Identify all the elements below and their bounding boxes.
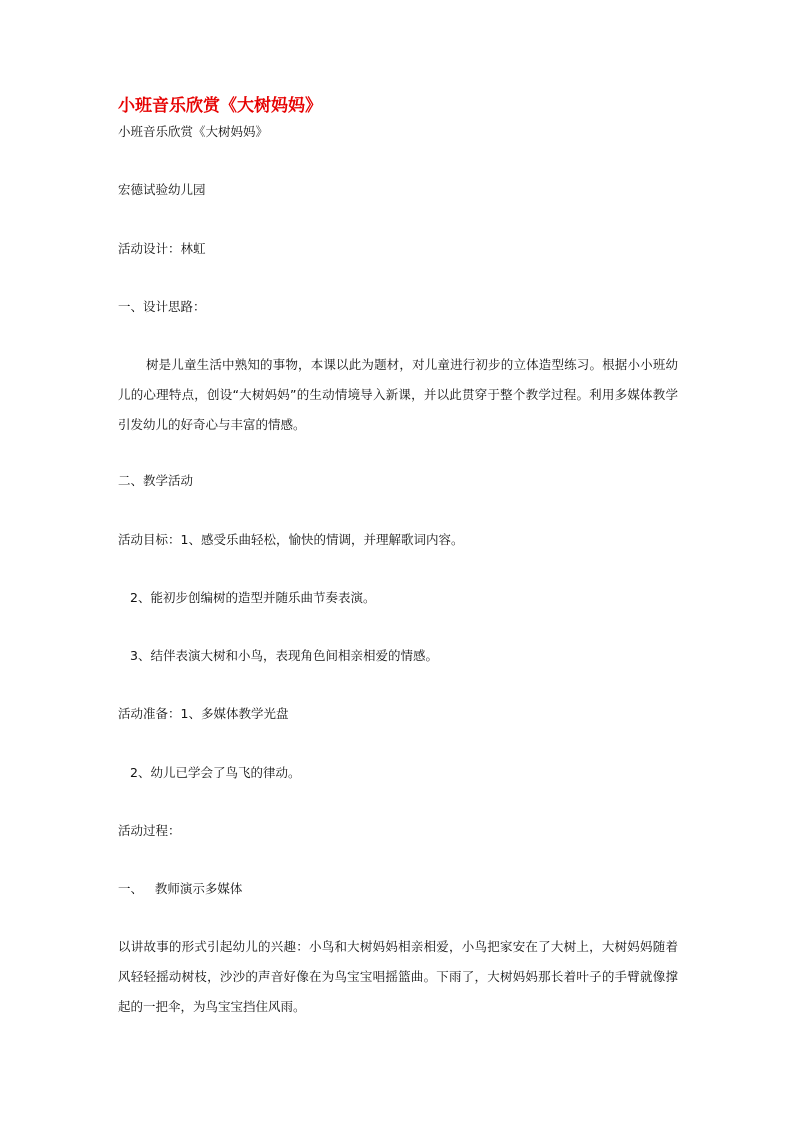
prep-item-2: 2、幼儿已学会了鸟飞的律动。 xyxy=(130,765,301,780)
kindergarten-name: 宏德试验幼儿园 xyxy=(118,182,206,197)
document-title: 小班音乐欣赏《大树妈妈》 xyxy=(118,96,322,116)
activity-designer: 活动设计：林虹 xyxy=(118,241,206,256)
goal-item-2: 2、能初步创编树的造型并随乐曲节奏表演。 xyxy=(130,590,376,605)
document-subtitle: 小班音乐欣赏《大树妈妈》 xyxy=(118,124,269,139)
goal-item-1: 活动目标：1、感受乐曲轻松，愉快的情调，并理解歌词内容。 xyxy=(118,532,464,547)
section-design-heading: 一、设计思路： xyxy=(118,299,206,314)
design-idea-paragraph: 树是儿童生活中熟知的事物，本课以此为题材，对儿童进行初步的立体造型练习。根据小小班幼儿的心理特点，创设“大树妈妈”的生动情境导入新课，并以此贯穿于整个教学过程。利用多媒体教学引发幼儿的好奇心与丰富的情感。 xyxy=(118,357,678,432)
process-heading: 活动过程： xyxy=(118,823,181,838)
step-1-paragraph: 以讲故事的形式引起幼儿的兴趣：小鸟和大树妈妈相亲相爱，小鸟把家安在了大树上，大树妈妈随着风轻轻摇动树枝，沙沙的声音好像在为鸟宝宝唱摇篮曲。下雨了，大树妈妈那长着叶子的手臂就像撑起的一把伞，为鸟宝宝挡住风雨。 xyxy=(118,939,678,1014)
prep-item-1: 活动准备：1、多媒体教学光盘 xyxy=(118,706,289,721)
step-1-heading: 一、 教师演示多媒体 xyxy=(118,881,243,896)
section-teaching-heading: 二、教学活动 xyxy=(118,473,194,488)
goal-item-3: 3、结伴表演大树和小鸟，表现角色间相亲相爱的情感。 xyxy=(130,648,438,663)
